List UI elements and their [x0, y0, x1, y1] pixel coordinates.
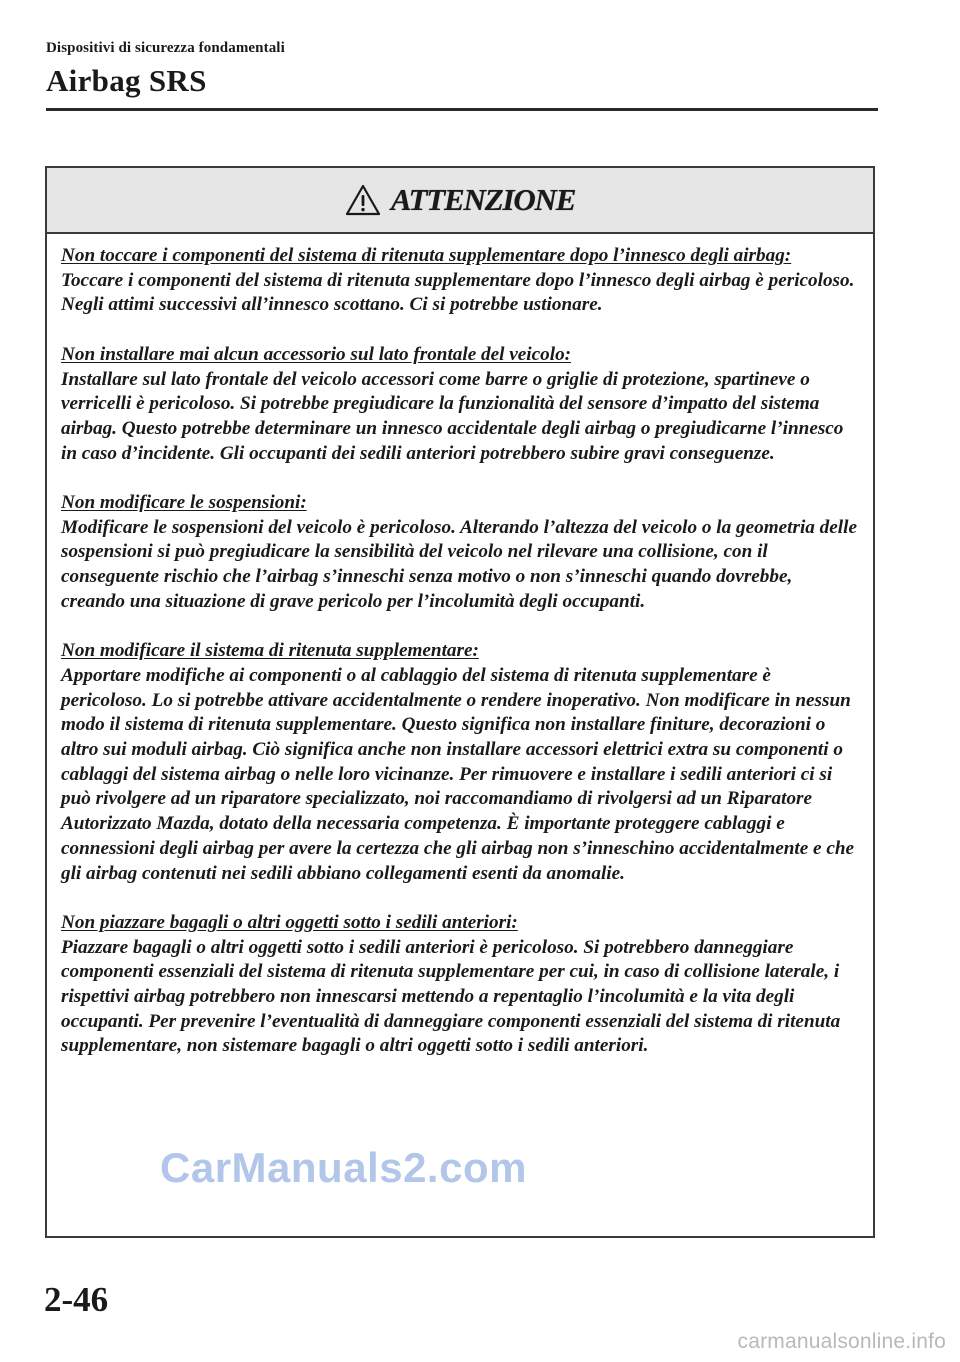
warning-text: Installare sul lato frontale del veicolo accessori come barre o griglie di protezione, spartineve o verricelli è pericoloso. Si potrebbe pregiudicare la funzionalità del sensore d’impatto del sistema airbag. Questo potrebbe determinare un innesco accidentale degli airbag o pregiudicarne l’innesco in caso d’incidente. Gli occupanti dei sedili anteriori potrebbero subire gravi conseguenze. — [61, 368, 844, 464]
warning-heading: Non modificare il sistema di ritenuta supplementare: — [61, 640, 479, 662]
warning-section-airbag-components — [61, 244, 859, 318]
warning-text: Apportare modifiche ai componenti o al cablaggio del sistema di ritenuta supplementare è pericoloso. Lo si potrebbe attivare accidentalmente o rendere inoperativo. Non modificare in nessun modo il sistema di ritenuta supplementare. Questo significa non installare finiture, decorazioni o altro sui moduli airbag. Ciò significa anche non installare accessori elettrici extra su componenti o cablaggi del sistema airbag o nelle loro vicinanze. Per rimuovere e installare i sedili anteriori ci si può rivolgere ad un riparatore specializzato, noi raccomandiamo di rivolgersi ad un Riparatore Autorizzato Mazda, dotato della necessaria competenza. È importante proteggere cablaggi e connessioni degli airbag per avere la certezza che gli airbag non s’inneschino accidentalmente e che gli airbag contenuti nei sedili abbiano collegamenti esenti da anomalie. — [61, 664, 855, 884]
watermark-footer: carmanualsonline.info — [737, 1330, 946, 1353]
warning-section-under-seats — [61, 911, 859, 1059]
header-rule — [46, 108, 878, 111]
page-number: 2-46 — [44, 1280, 109, 1319]
warning-text: Piazzare bagagli o altri oggetti sotto i sedili anteriori è pericoloso. Si potrebbero danneggiare componenti essenziali del sistema di ritenuta supplementare per cui, in caso di collisione laterale, i rispettivi airbag potrebbero non innescarsi mettendo a repentaglio l’incolumità e la vita degli occupanti. Per prevenire l’eventualità di danneggiare componenti essenziali del sistema di ritenuta supplementare, non sistemare bagagli o altri oggetti sotto i sedili anteriori. — [61, 936, 841, 1057]
warning-title: ATTENZIONE — [390, 182, 576, 217]
warning-heading: Non modificare le sospensioni: — [61, 492, 307, 513]
warning-text: Toccare i componenti del sistema di ritenuta supplementare dopo l’innesco degli airbag è pericoloso. Negli attimi successivi all’innesco scottano. Ci si potrebbe ustionare. — [61, 269, 855, 316]
section-label: Dispositivi di sicurezza fondamentali — [46, 40, 285, 56]
warning-section-suspension — [61, 491, 859, 615]
warning-body — [47, 234, 873, 1059]
watermark-logo: CarManuals2.com — [160, 1144, 527, 1191]
warning-heading: Non toccare i componenti del sistema di ritenuta supplementare dopo l’innesco degli airbag: — [61, 245, 792, 266]
warning-box — [45, 166, 875, 1238]
warning-text: Modificare le sospensioni del veicolo è pericoloso. Alterando l’altezza del veicolo o la geometria delle sospensioni si può pregiudicare la sensibilità del veicolo nel rilevare una collisione, con il conseguente rischio che l’airbag s’inneschi senza motivo o non s’inneschi quando dovrebbe, creando una situazione di grave pericolo per l’incolumità degli occupanti. — [61, 516, 857, 612]
warning-heading: Non piazzare bagagli o altri oggetti sotto i sedili anteriori: — [61, 911, 518, 933]
warning-header — [47, 168, 873, 234]
page-title: Airbag SRS — [46, 63, 207, 98]
warning-heading: Non installare mai alcun accessorio sul lato frontale del veicolo: — [61, 343, 572, 365]
warning-triangle-icon — [345, 184, 381, 216]
warning-section-front-accessories — [61, 343, 859, 467]
warning-section-restraint-system — [61, 639, 859, 886]
